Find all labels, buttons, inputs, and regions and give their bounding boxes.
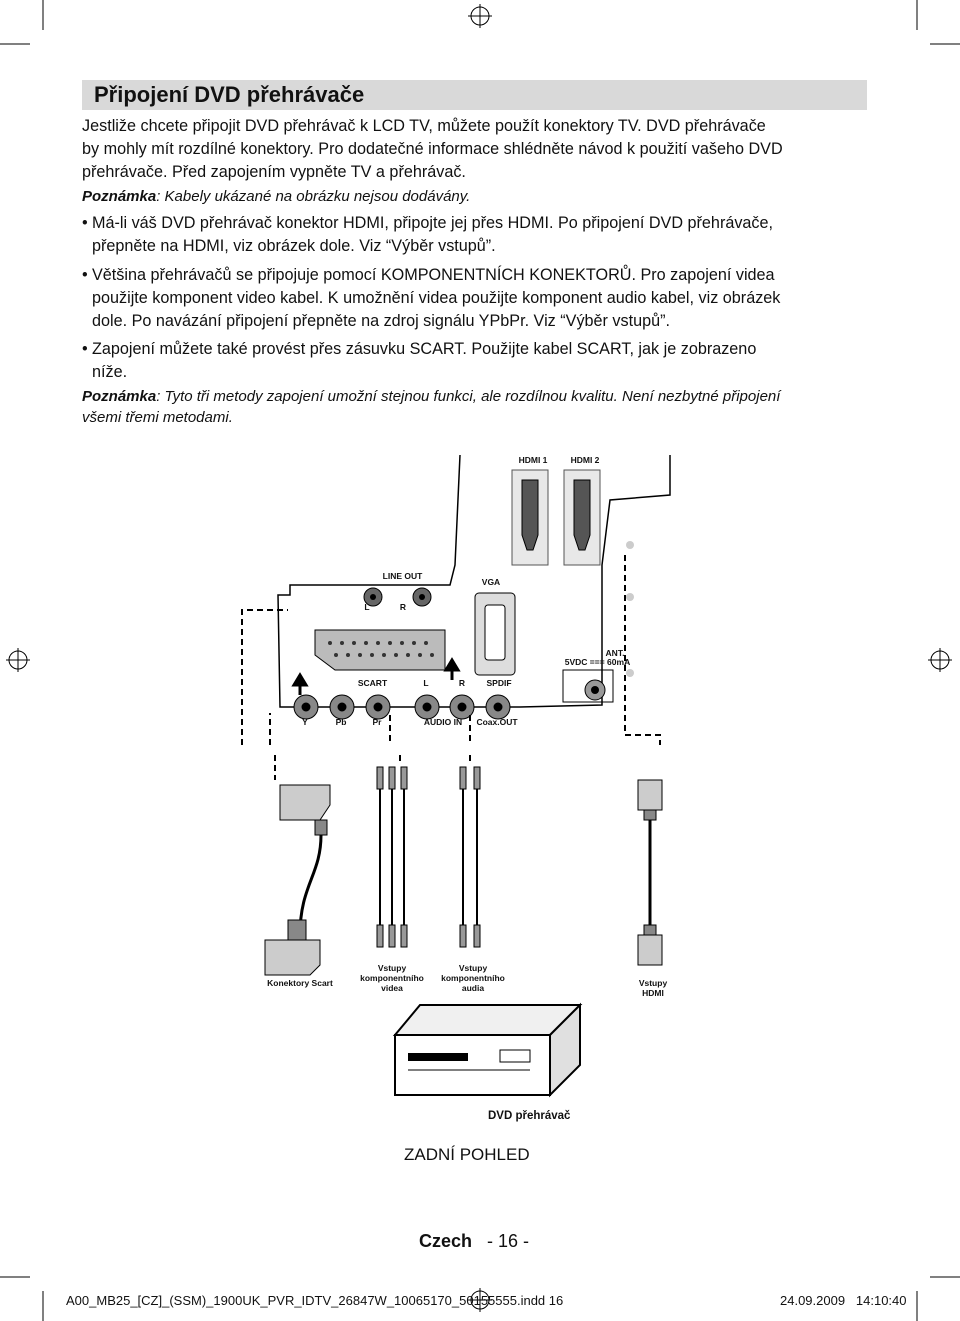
hdmi-2-port	[564, 470, 600, 565]
hdmi1-label: HDMI 1	[518, 455, 548, 465]
hdmi-1-port	[512, 470, 548, 565]
dvd-player-image	[390, 995, 590, 1105]
component-video-label: Vstupy komponentního videa	[360, 963, 424, 993]
connection-diagram	[230, 445, 680, 745]
hdmi2-label: HDMI 2	[570, 455, 600, 465]
component-audio-label: Vstupy komponentního audia	[441, 963, 505, 993]
page-title: Připojení DVD přehrávače	[94, 82, 365, 107]
bullet-component: • Většina přehrávačů se připojuje pomocí KOMPONENTNÍCH KONEKTORŮ. Pro zapojení videa použijte komponent video kabel. K umožnění videa použijte komponent audio kabel, viz obrázek dole. Po navázání připojení přepněte na zdroj signálu YPbPr. Viz “Výběr vstupů”.	[82, 266, 781, 330]
note-2: Poznámka: Tyto tři metody zapojení umožní stejnou funkci, ale rozdílnou kvalitu. Není nezbytné připojení všemi třemi metodami.	[82, 388, 781, 426]
hdmi-inputs-label: Vstupy HDMI	[638, 978, 668, 998]
bullet-scart: • Zapojení můžete také provést přes zásuvku SCART. Použijte kabel SCART, jak je zobrazeno níže.	[82, 340, 757, 381]
intro-line-2: by mohly mít rozdílné konektory. Pro dodatečné informace shlédněte návod k použití vašeho DVD	[82, 140, 783, 158]
audio-in-label: AUDIO IN	[423, 717, 463, 727]
y-label: Y	[302, 717, 308, 727]
ant-power-label: 5VDC === 60mA	[564, 657, 631, 667]
spdif-label: SPDIF	[486, 678, 512, 688]
note-1: Poznámka: Kabely ukázané na obrázku nejsou dodávány.	[82, 188, 471, 205]
audio-l-label: L	[423, 678, 429, 688]
dvd-player-label: DVD přehrávač	[488, 1110, 571, 1122]
scart-connectors-label: Konektory Scart	[267, 978, 333, 988]
line-out-label: LINE OUT	[382, 571, 423, 581]
intro-line-3: přehrávače. Před zapojením vypněte TV a přehrávač.	[82, 163, 466, 181]
ant-label: ANT.	[605, 648, 625, 658]
cables	[260, 755, 690, 985]
rear-view-caption: ZADNÍ POHLED	[404, 1145, 530, 1164]
vga-label: VGA	[481, 577, 501, 587]
intro-line-1: Jestliže chcete připojit DVD přehrávač k LCD TV, můžete použít konektory TV. DVD přehrávače	[82, 117, 766, 135]
audio-r-label: R	[458, 678, 466, 688]
bullet-hdmi: • Má-li váš DVD přehrávač konektor HDMI, připojte jej přes HDMI. Po připojení DVD přehrávače, přepněte na HDMI, viz obrázek dole. Viz “Výběr vstupů”.	[82, 214, 774, 255]
coax-out-label: Coax.OUT	[476, 717, 518, 727]
page-footer: Czech - 16 -	[419, 1231, 530, 1251]
pr-label: Pr	[372, 717, 382, 727]
line-out-l-label: L	[364, 602, 370, 612]
scart-label: SCART	[357, 678, 388, 688]
pb-label: Pb	[335, 717, 347, 727]
line-out-r-label: R	[399, 602, 407, 612]
print-slug-file: A00_MB25_[CZ]_(SSM)_1900UK_PVR_IDTV_26847W_10065170_50155555.indd 16	[66, 1293, 564, 1308]
print-slug-datetime: 24.09.2009 14:10:40	[780, 1293, 907, 1308]
